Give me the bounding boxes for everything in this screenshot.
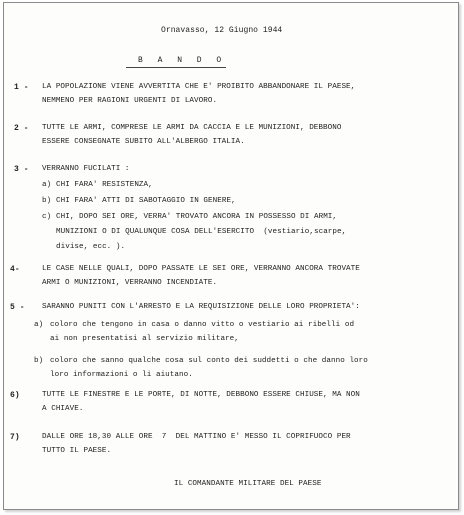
item-number: 5 - — [10, 303, 25, 312]
item-text-line: LA POPOLAZIONE VIENE AVVERTITA CHE E' PROIBITO ABBANDONARE IL PAESE, — [42, 83, 356, 91]
item-number: 1 - — [14, 83, 29, 92]
document-title: B A N D O — [138, 56, 227, 65]
item-number: 6) — [10, 391, 20, 400]
item-text-line: TUTTE LE ARMI, COMPRESE LE ARMI DA CACCIA E LE MUNIZIONI, DEBBONO — [42, 124, 342, 132]
sub-item-text: ai non presentatisi al servizio militare, — [50, 335, 239, 343]
item-text-line: TUTTO IL PAESE. — [42, 447, 112, 455]
signature-line: IL COMANDANTE MILITARE DEL PAESE — [174, 480, 322, 488]
item-text-line: SARANNO PUNITI CON L'ARRESTO E LA REQUISIZIONE DELLE LORO PROPRIETA': — [42, 303, 360, 311]
item-text-line: VERRANNO FUCILATI : — [42, 165, 130, 173]
sub-item-text: CHI, DOPO SEI ORE, VERRA' TROVATO ANCORA IN POSSESSO DI ARMI, — [56, 213, 338, 221]
sub-item-label: c) — [42, 213, 52, 221]
document-sheet — [3, 2, 459, 510]
item-number: 7) — [10, 433, 20, 442]
sub-item-label: a) — [42, 181, 52, 189]
item-text-line: NEMMENO PER RAGIONI URGENTI DI LAVORO. — [42, 97, 218, 105]
sub-item-text: loro informazioni o li aiutano. — [50, 371, 193, 379]
sub-item-text: divise, ecc. ). — [56, 243, 126, 251]
sub-item-text: coloro che sanno qualche cosa sul conto dei suddetti o che danno loro — [50, 357, 368, 365]
sub-item-text: MUNIZIONI O DI QUALUNQUE COSA DELL'ESERCITO (vestiario,scarpe, — [56, 228, 347, 236]
item-text-line: TUTTE LE FINESTRE E LE PORTE, DI NOTTE, DEBBONO ESSERE CHIUSE, MA NON — [42, 391, 360, 399]
title-underline — [126, 67, 226, 68]
item-number: 3 - — [14, 165, 29, 174]
sub-item-text: CHI FARA' RESISTENZA, — [56, 181, 153, 189]
item-number: 4- — [10, 265, 20, 274]
item-text-line: ARMI O MUNIZIONI, VERRANNO INCENDIATE. — [42, 279, 218, 287]
item-text-line: DALLE ORE 18,30 ALLE ORE 7 DEL MATTINO E' MESSO IL COPRIFUOCO PER — [42, 433, 351, 441]
item-number: 2 - — [14, 124, 29, 133]
sub-item-label: b) — [34, 357, 44, 365]
document-header: Ornavasso, 12 Giugno 1944 — [161, 26, 283, 35]
sub-item-label: a) — [34, 321, 44, 329]
item-text-line: A CHIAVE. — [42, 405, 84, 413]
item-text-line: LE CASE NELLE QUALI, DOPO PASSATE LE SEI ORE, VERRANNO ANCORA TROVATE — [42, 265, 360, 273]
sub-item-label: b) — [42, 197, 52, 205]
sub-item-text: CHI FARA' ATTI DI SABOTAGGIO IN GENERE, — [56, 197, 236, 205]
sub-item-text: coloro che tengono in casa o danno vitto o vestiario ai ribelli od — [50, 321, 355, 329]
item-text-line: ESSERE CONSEGNATE SUBITO ALL'ALBERGO ITALIA. — [42, 138, 245, 146]
